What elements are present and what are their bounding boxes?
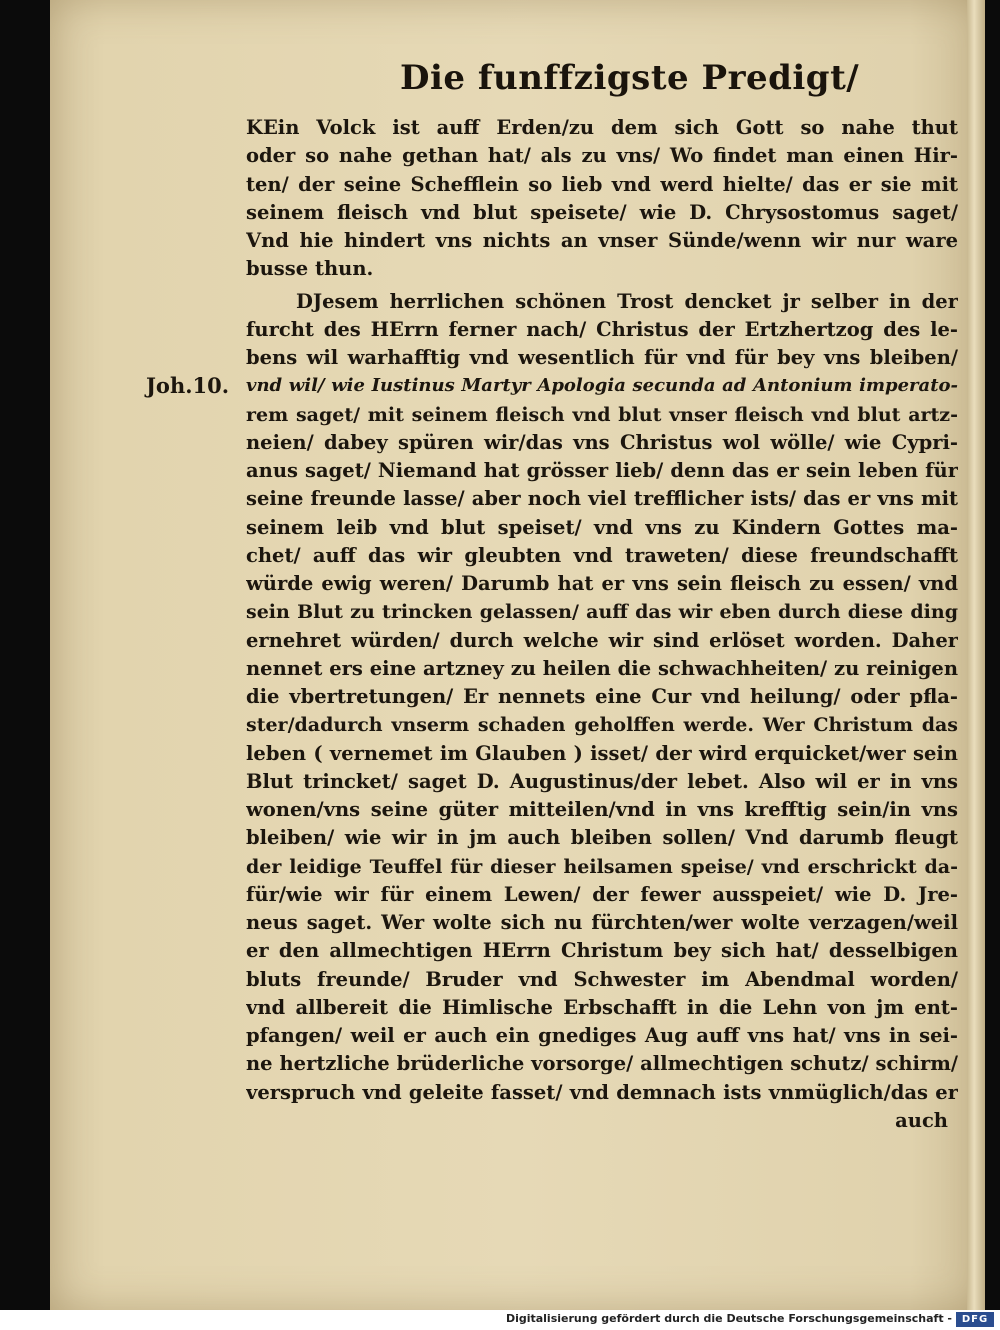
sermon-text — [246, 114, 958, 1135]
text-line: seine freunde lasse/ aber noch viel trefflicher ists/ das er vns mit — [246, 487, 958, 511]
text-line: für/wie wir für einem Lewen/ der fewer ausspeiet/ wie D. Jre- — [246, 882, 958, 906]
text-line: seinem leib vnd blut speiset/ vnd vns zu Kindern Gottes ma- — [246, 515, 958, 539]
text-line: leben ( vernemet im Glauben ) isset/ der wird erquicket/wer sein — [246, 741, 958, 765]
text-line: vnd allbereit die Himlische Erbschafft in die Lehn von jm ent- — [246, 995, 958, 1019]
text-line: pfangen/ weil er auch ein gnediges Aug auff vns hat/ vns in sei- — [246, 1024, 958, 1047]
catchword: auch — [895, 1108, 948, 1132]
text-line: bens wil warhafftig vnd wesentlich für vnd für bey vns bleiben/ — [246, 346, 958, 369]
text-line: sein Blut zu trincken gelassen/ auff das wir eben durch diese ding — [246, 601, 958, 624]
text-line: oder so nahe gethan hat/ als zu vns/ Wo findet man einen Hir- — [246, 144, 958, 168]
dfg-logo: DFG — [956, 1312, 994, 1327]
text-line: neien/ dabey spüren wir/das vns Christus wol wölle/ wie Cypri- — [246, 430, 958, 454]
text-line: seinem fleisch vnd blut speisete/ wie D. Chrysostomus saget/ — [246, 200, 958, 224]
text-line: KEin Volck ist auff Erden/zu dem sich Gott so nahe thut — [246, 116, 958, 139]
text-line: der leidige Teuffel für dieser heilsamen speise/ vnd erschrickt da- — [246, 855, 958, 878]
text-line: würde ewig weren/ Darumb hat er vns sein fleisch zu essen/ vnd — [246, 572, 958, 595]
text-line: wonen/vns seine güter mitteilen/vnd in vns krefftig sein/in vns — [246, 798, 958, 821]
text-line: ne hertzliche brüderliche vorsorge/ allmechtigen schutz/ schirm/ — [246, 1052, 958, 1076]
text-line: verspruch vnd geleite fasset/ vnd demnach ists vnmüglich/das er — [246, 1080, 958, 1104]
text-line: bleiben/ wie wir in jm auch bleiben sollen/ Vnd darumb fleugt — [246, 826, 958, 850]
text-line: DJesem herrlichen schönen Trost dencket jr selber in der — [296, 289, 958, 313]
text-line: die vbertretungen/ Er nennets eine Cur vnd heilung/ oder pfla- — [246, 685, 958, 708]
running-head: Die funffzigste Predigt/ — [400, 58, 860, 98]
text-line: ster/dadurch vnserm schaden geholffen werde. Wer Christum das — [246, 714, 958, 737]
footer — [0, 1310, 1000, 1330]
text-line: neus saget. Wer wolte sich nu fürchten/wer wolte verzagen/weil — [246, 911, 958, 934]
text-line: rem saget/ mit seinem fleisch vnd blut vnser fleisch vnd blut artz- — [246, 403, 958, 426]
text-line: er den allmechtigen HErrn Christum bey sich hat/ desselbigen — [246, 939, 958, 963]
text-line: furcht des HErrn ferner nach/ Christus der Ertzhertzog des le- — [246, 317, 958, 341]
text-line: ten/ der seine Schefflein so lieb vnd werd hielte/ das er sie mit — [246, 172, 958, 196]
text-line: busse thun. — [246, 257, 374, 281]
text-line: anus saget/ Niemand hat grösser lieb/ denn das er sein leben für — [246, 459, 958, 482]
page-edge — [967, 0, 985, 1310]
text-line: vnd wil/ wie Iustinus Martyr Apologia secunda ad Antonium imperato- — [246, 375, 958, 397]
text-line: chet/ auff das wir gleubten vnd traweten/ diese freundschafft — [246, 543, 958, 567]
funding-credit: Digitalisierung gefördert durch die Deutsche Forschungsgemeinschaft - — [505, 1312, 952, 1325]
text-line: nennet ers eine artzney zu heilen die schwachheiten/ zu reinigen — [246, 656, 958, 680]
margin-note: Joh.10. — [146, 373, 230, 398]
text-line: Vnd hie hindert vns nichts an vnser Sünde/wenn wir nur ware — [246, 229, 958, 252]
text-line: ernehret würden/ durch welche wir sind erlöset worden. Daher — [246, 628, 958, 652]
text-line: Blut trincket/ saget D. Augustinus/der lebet. Also wil er in vns — [246, 769, 958, 793]
text-line: bluts freunde/ Bruder vnd Schwester im Abendmal worden/ — [246, 967, 958, 991]
